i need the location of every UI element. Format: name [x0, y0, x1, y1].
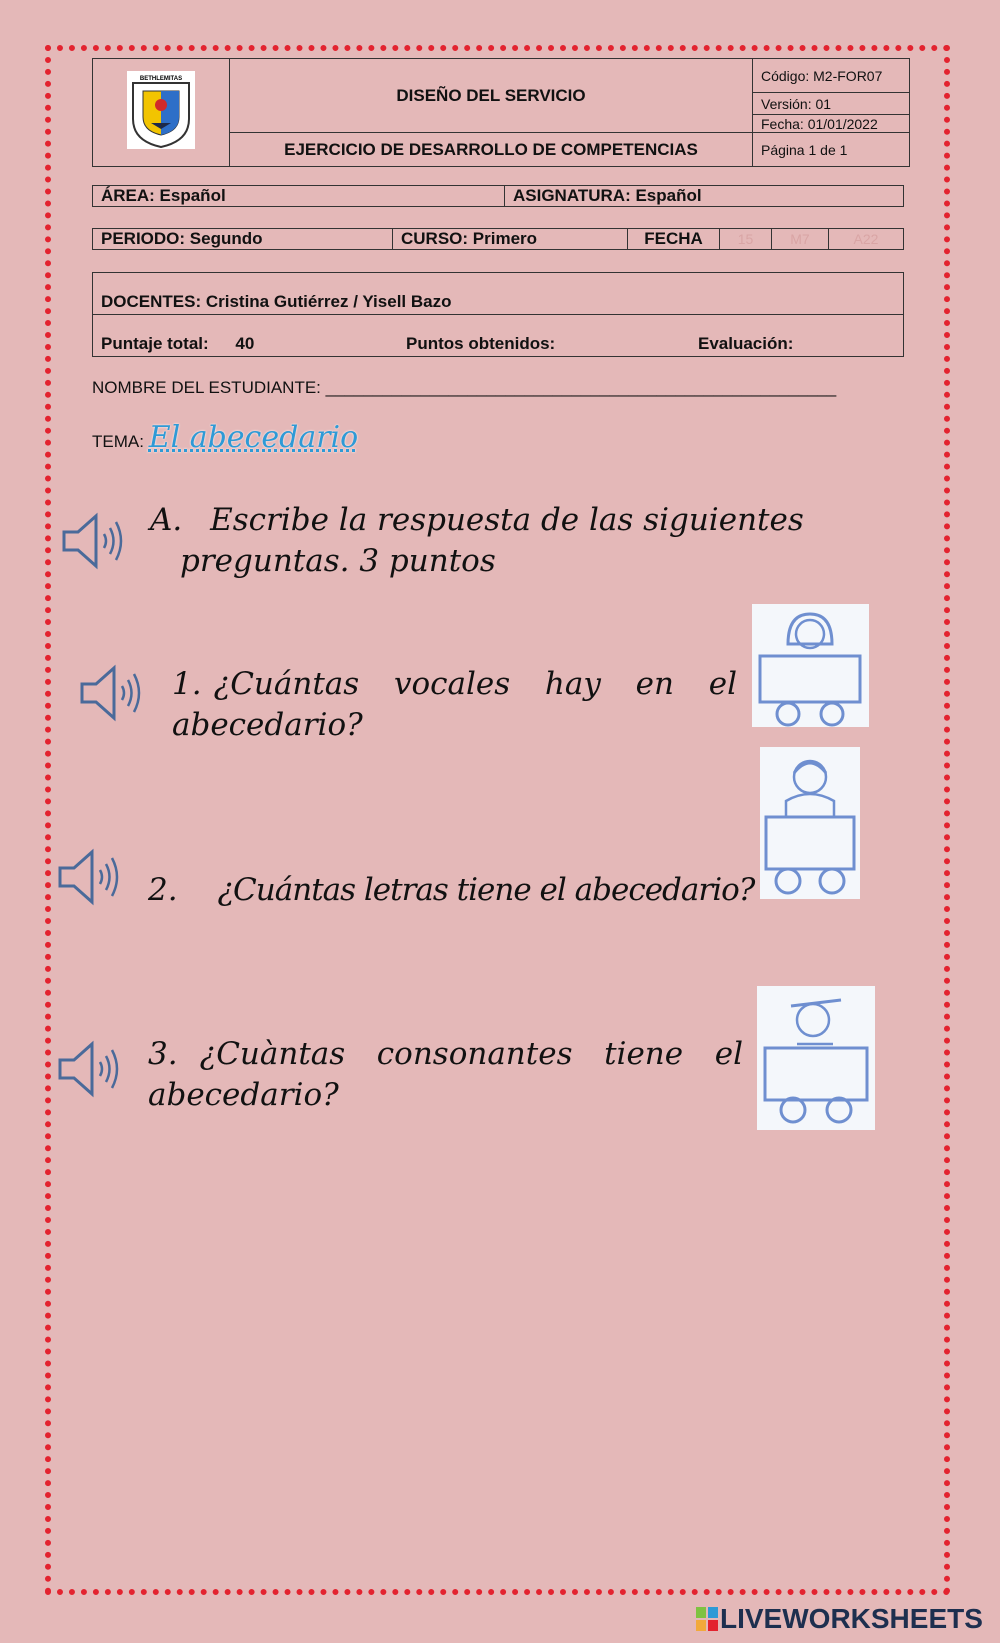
speaker-icon[interactable] [78, 664, 148, 722]
docentes-text: DOCENTES: Cristina Gutiérrez / Yisell Bazo [101, 292, 452, 311]
topic-row [92, 420, 358, 455]
fecha-day-cell[interactable] [720, 229, 772, 250]
version-cell [753, 93, 910, 115]
title-cell [230, 59, 753, 133]
question-text: ¿Cuàntas consonantes tiene el [199, 1036, 743, 1072]
topic-value: El abecedario [148, 420, 359, 455]
periodo-table [92, 228, 904, 250]
codigo-text: Código: M2-FOR07 [761, 67, 883, 84]
speaker-icon[interactable] [56, 848, 126, 906]
school-logo [125, 69, 197, 151]
asignatura-cell [505, 186, 904, 207]
speaker-icon[interactable] [60, 512, 130, 570]
fecha-label-cell [628, 229, 720, 250]
answer-card[interactable] [757, 986, 875, 1130]
docentes-cell [93, 273, 904, 315]
question-number: 3. [148, 1036, 178, 1072]
question-3 [148, 1034, 743, 1116]
version-text: Versión: 01 [761, 95, 832, 112]
puntaje-value: 40 [235, 334, 255, 353]
curso-text: CURSO: Primero [401, 229, 538, 248]
fecha-month: M7 [790, 231, 810, 247]
kid-board-icon [752, 604, 869, 727]
question-text-cont: abecedario? [172, 707, 363, 743]
student-name-field[interactable]: ______________________________________________________ [325, 378, 837, 397]
fecha-text: Fecha: 01/01/2022 [761, 115, 878, 132]
fecha-month-cell[interactable] [772, 229, 829, 250]
question-3-line-1 [148, 1034, 743, 1075]
kid-board-icon [760, 747, 860, 899]
answer-card[interactable] [752, 604, 869, 727]
periodo-cell [93, 229, 393, 250]
instruction-line-2: preguntas. 3 puntos [180, 543, 496, 579]
question-text: ¿Cuántas letras tiene el abecedario? [217, 872, 755, 908]
puntaje-label: Puntaje total: [101, 334, 209, 353]
question-number: 1. [172, 666, 202, 702]
puntaje-cell [93, 315, 904, 357]
area-text: ÁREA: Español [101, 186, 226, 205]
fecha-year-cell[interactable] [829, 229, 904, 250]
instruction-line-1: Escribe la respuesta de las siguientes [210, 502, 804, 538]
student-name-row [92, 378, 836, 398]
logo-cell [93, 59, 230, 167]
student-name-label: NOMBRE DEL ESTUDIANTE: [92, 378, 321, 397]
codigo-cell [753, 59, 910, 93]
liveworksheets-logo[interactable] [696, 1603, 983, 1635]
docentes-table [92, 272, 904, 357]
asignatura-text: ASIGNATURA: Español [513, 186, 702, 205]
question-number: 2. [148, 872, 178, 908]
periodo-text: PERIODO: Segundo [101, 229, 263, 248]
document-subtitle: EJERCICIO DE DESARROLLO DE COMPETENCIAS [284, 139, 698, 159]
question-2 [148, 870, 754, 911]
header-table [92, 58, 910, 167]
fecha-cell [753, 115, 910, 133]
liveworksheets-icon [696, 1605, 720, 1633]
speaker-icon[interactable] [56, 1040, 126, 1098]
topic-label: TEMA: [92, 432, 144, 451]
question-text-cont: abecedario? [148, 1077, 339, 1113]
puntos-obtenidos-label: Puntos obtenidos: [406, 334, 556, 353]
area-cell [93, 186, 505, 207]
area-table [92, 185, 904, 207]
fecha-label: FECHA [644, 229, 703, 248]
curso-cell [393, 229, 628, 250]
section-letter: A. [150, 502, 183, 538]
fecha-day: 15 [737, 231, 754, 247]
answer-card[interactable] [760, 747, 860, 899]
document-title: DISEÑO DEL SERVICIO [396, 85, 586, 105]
liveworksheets-text: LIVEWORKSHEETS [720, 1603, 983, 1634]
fecha-year: A22 [853, 231, 879, 247]
pagina-text: Página 1 de 1 [761, 141, 848, 158]
question-1 [172, 664, 737, 746]
question-1-line-1 [172, 664, 737, 705]
pagina-cell [753, 133, 910, 167]
section-a-instruction [150, 500, 804, 582]
logo-text: BETHLEMITAS [139, 76, 183, 82]
evaluacion-label: Evaluación: [698, 334, 794, 353]
kid-board-icon [757, 986, 875, 1130]
question-text: ¿Cuántas vocales hay en el [213, 666, 737, 702]
subtitle-cell [230, 133, 753, 167]
